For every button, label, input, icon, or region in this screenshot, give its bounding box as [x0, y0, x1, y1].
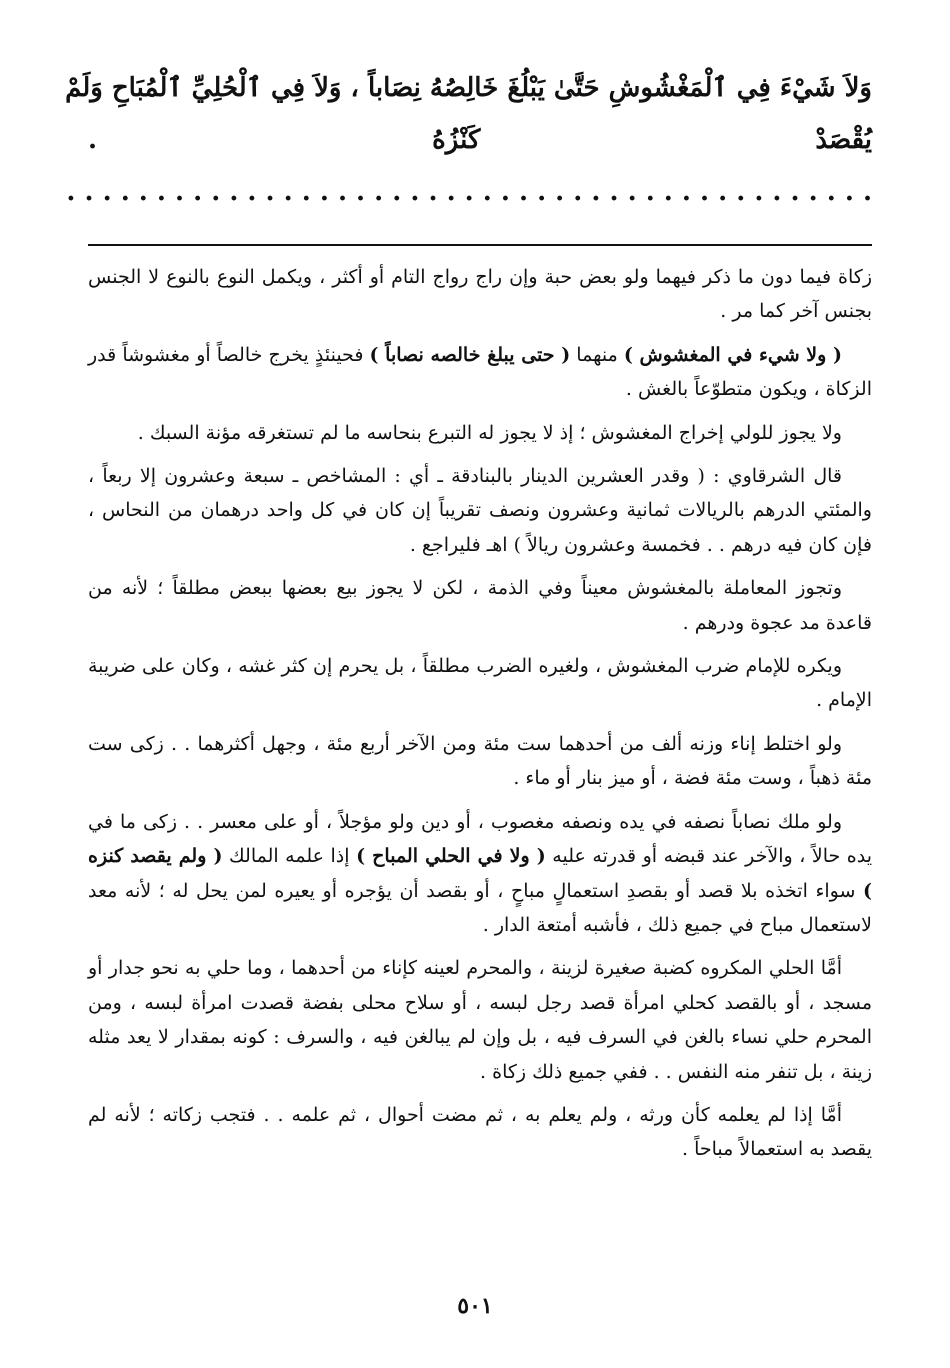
commentary-paragraph [88, 649, 872, 718]
commentary-text: أمَّا الحلي المكروه كضبة صغيرة لزينة ، والمحرم لعينه كإناء من أحدهما ، وما حلي به نحو جدار أو مسجد ، أو بالقصد كحلي امرأة قصد رجل لبسه ، أو سلاح محلى بفضة قصدت امرأة لبسه ، ومن المحرم حلي نساء بالغن في السرف فيه ، بل وإن لم يبالغن فيه ، والسرف : كونه بمقدار لا يعد مثله زينة ، بل تنفر منه النفس . . ففي جميع ذلك زكاة . [88, 957, 872, 1083]
matn-text [65, 62, 872, 218]
commentary [88, 260, 872, 1167]
matn-line-1: وَلاَ شَيْءَ فِي ٱلْمَغْشُوشِ حَتَّىٰ يَبْلُغَ خَالِصُهُ نِصَاباً ، وَلاَ فِي ٱلْحُلِيِّ ٱلْمُبَاحِ وَلَمْ [65, 73, 872, 103]
commentary-text: فحينئذٍ يخرج خالصاً أو مغشوشاً قدر الزكاة ، ويكون متطوّعاً بالغش . [88, 343, 872, 401]
separator-rule [88, 244, 872, 246]
commentary-text: وتجوز المعاملة بالمغشوش معيناً وفي الذمة ، لكن لا يجوز بيع بعضها ببعض مطلقاً ؛ لأنه من قاعدة مد عجوة ودرهم . [88, 577, 872, 634]
matn-quote: ( حتى يبلغ خالصه نصاباً ) [369, 343, 571, 366]
commentary-text: ويكره للإمام ضرب المغشوش ، ولغيره الضرب مطلقاً ، بل يحرم إن كثر غشه ، وكان على ضريبة الإمام . [88, 655, 872, 712]
matn-line-2 [66, 125, 872, 207]
commentary-text: منهما [570, 343, 624, 366]
commentary-paragraph [88, 459, 872, 562]
commentary-text: أمَّا إذا لم يعلمه كأن ورثه ، ولم يعلم به ، ثم مضت أحوال ، ثم علمه . . فتجب زكاته ؛ لأنه لم يقصد به استعمالاً مباحاً . [88, 1103, 872, 1161]
commentary-text: قال الشرقاوي : ( وقدر العشرين الدينار بالبنادقة ـ أي : المشاخص ـ سبعة وعشرون إلا ربعاً ، والمئتي الدرهم بالريالات ثمانية وعشرون ونصف تقريباً إن كان في كل واحد درهمان من النحاس ، فإن كان فيه درهم . . فخمسة وعشرون ريالاً ) اهـ فليراجع . [88, 465, 872, 556]
commentary-paragraph [88, 951, 872, 1089]
matn-quote: ( ولا في الحلي المباح ) [356, 845, 546, 868]
commentary-text: ولا يجوز للولي إخراج المغشوش ؛ إذ لا يجوز له التبرع بنحاسه ما لم تستغرقه مؤنة السبك . [137, 421, 842, 444]
page-number: ٥٠١ [457, 1293, 493, 1319]
matn-quote: ( ولا شيء في المغشوش ) [623, 343, 842, 366]
commentary-text: زكاة فيما دون ما ذكر فيهما ولو بعض حبة وإن راج رواج التام أو أكثر ، ويكمل النوع بالنوع لا الجنس بجنس آخر كما مر . [88, 266, 872, 323]
commentary-paragraph [88, 338, 872, 407]
commentary-paragraph [88, 260, 872, 329]
commentary-paragraph [88, 416, 872, 450]
page-body [65, 62, 872, 1176]
matn-line-2-text: يُقْصَدْ كَنْزُهُ . [88, 125, 872, 155]
matn-quote: ( ولم يقصد كنزه ) [88, 845, 872, 902]
commentary-text: سواء اتخذه بلا قصد أو بقصدِ استعمالٍ مباحٍ ، أو بقصد أن يؤجره أو يعيره لمن يحل له ؛ لأنه معد لاستعمال مباح في جميع ذلك ، فأشبه أمتعة الدار . [88, 879, 872, 936]
commentary-paragraph [88, 805, 872, 943]
commentary-paragraph [88, 1098, 872, 1167]
commentary-text: إذا علمه المالك [222, 845, 357, 868]
commentary-paragraph [88, 727, 872, 796]
commentary-paragraph [88, 571, 872, 640]
commentary-text: ولو ملك نصاباً نصفه في يده ونصفه مغصوب ، أو دين ولو مؤجلاً ، أو على معسر . . زكى ما في يده حالاً ، والآخر عند قبضه أو قدرته عليه [88, 810, 872, 868]
commentary-text: ولو اختلط إناء وزنه ألف من أحدهما ست مئة ومن الآخر أربع مئة ، وجهل أكثرهما . . زكى ست مئة ذهباً ، وست مئة فضة ، أو ميز بنار أو ماء . [88, 732, 872, 790]
matn-dots: . . . . . . . . . . . . . . . . . . . . . . . . . . . . . . . . . . . . . . . . . . . . . [66, 177, 872, 207]
